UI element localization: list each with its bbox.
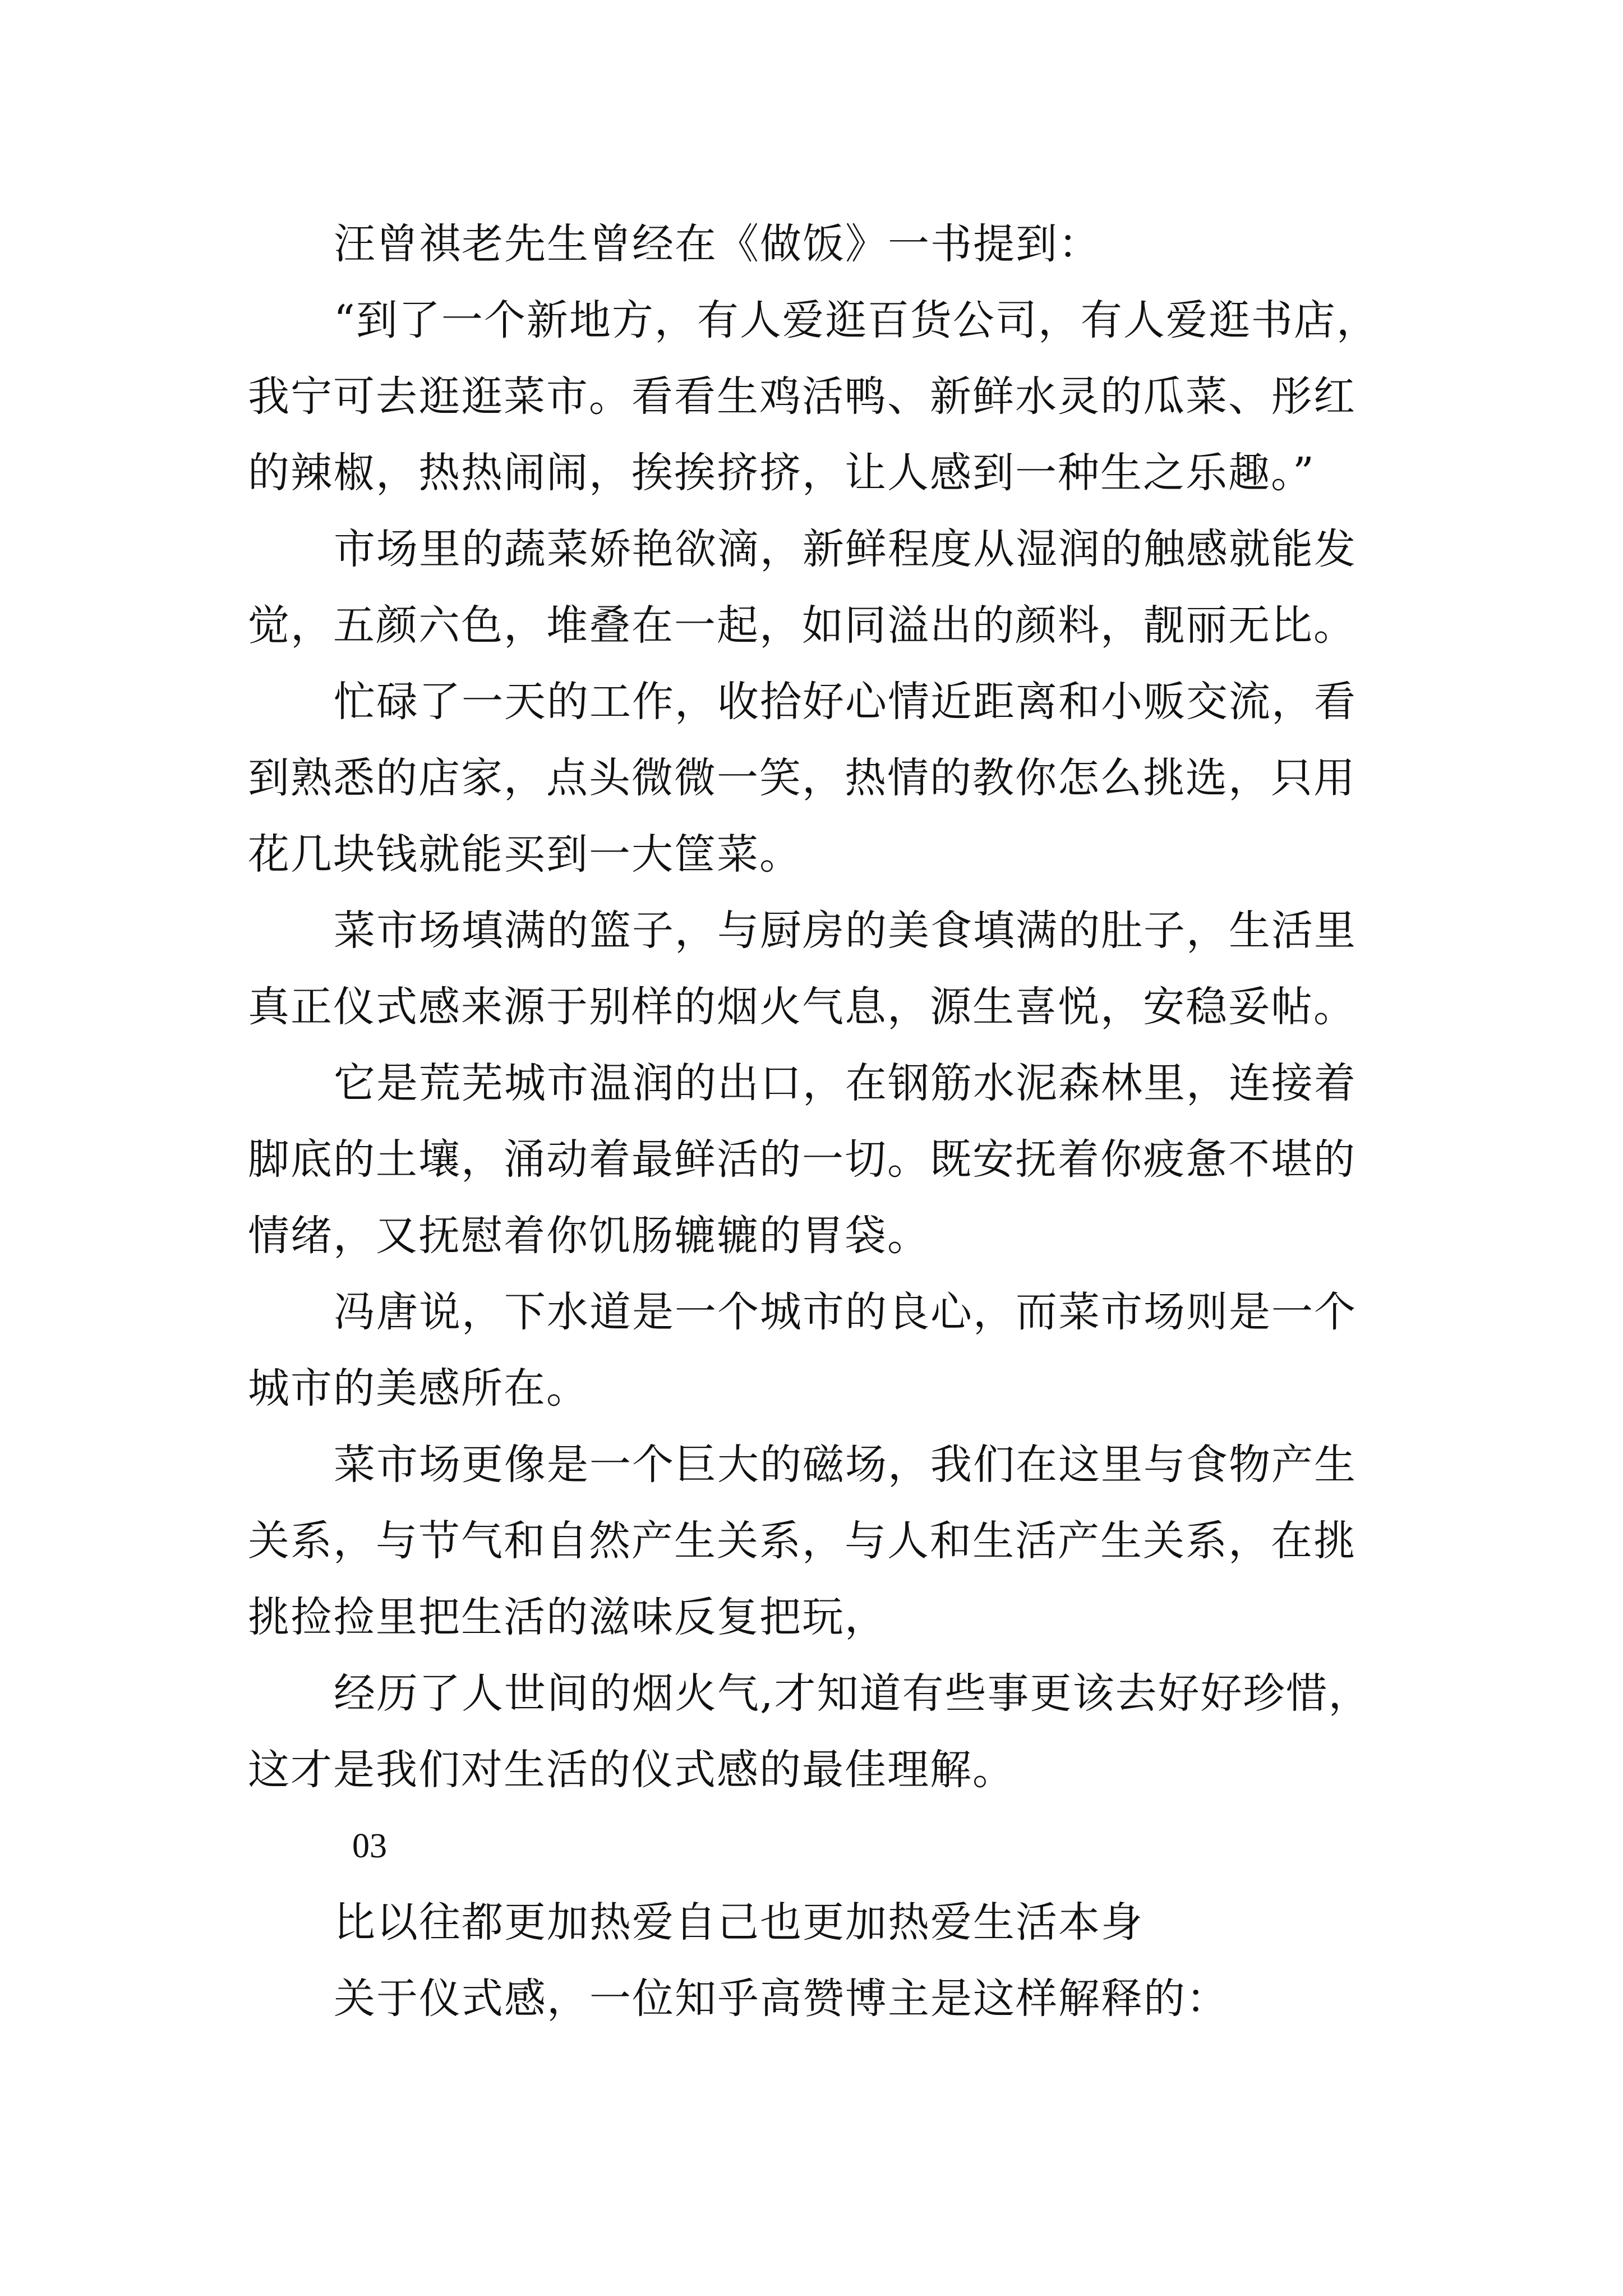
market-line-2: 觉，五颜六色，堆叠在一起，如同溢出的颜料，靓丽无比。: [248, 601, 1356, 650]
market-line-1: 市场里的蔬菜娇艳欲滴，新鲜程度从湿润的触感就能发: [334, 525, 1357, 573]
experience-line-1: 经历了人世间的烟火气,才知道有些事更该去好好珍惜，: [334, 1669, 1371, 1718]
quote-line-1: “到了一个新地方，有人爱逛百货公司，有人爱逛书店，: [334, 296, 1379, 344]
fengtang-line-1: 冯唐说，下水道是一个城市的良心，而菜市场则是一个: [334, 1288, 1357, 1336]
experience-line-2: 这才是我们对生活的仪式感的最佳理解。: [248, 1746, 1015, 1794]
quote-line-2: 我宁可去逛逛菜市。看看生鸡活鸭、新鲜水灵的瓜菜、彤红: [248, 372, 1356, 421]
basket-line-2: 真正仪式感来源于别样的烟火气息，源生喜悦，安稳妥帖。: [248, 983, 1356, 1031]
paragraph-intro: 汪曾祺老先生曾经在《做饭》一书提到：: [334, 220, 1101, 268]
magnet-line-2: 关系，与节气和自然产生关系，与人和生活产生关系，在挑: [248, 1517, 1356, 1565]
busy-line-1: 忙碌了一天的工作，收拾好心情近距离和小贩交流，看: [334, 678, 1357, 726]
busy-line-3: 花几块钱就能买到一大筐菜。: [248, 830, 802, 878]
exit-line-1: 它是荒芜城市温润的出口，在钢筋水泥森林里，连接着: [334, 1059, 1357, 1107]
magnet-line-1: 菜市场更像是一个巨大的磁场，我们在这里与食物产生: [334, 1441, 1357, 1489]
section-heading: 比以往都更加热爱自己也更加热爱生活本身: [334, 1898, 1144, 1947]
section-number: 03: [352, 1827, 387, 1865]
exit-line-3: 情绪，又抚慰着你饥肠辘辘的胃袋。: [248, 1212, 930, 1260]
busy-line-2: 到熟悉的店家，点头微微一笑，热情的教你怎么挑选，只用: [248, 754, 1356, 802]
quote-line-3: 的辣椒，热热闹闹，挨挨挤挤，让人感到一种生之乐趣。”: [248, 449, 1315, 497]
magnet-line-3: 挑捡捡里把生活的滋味反复把玩，: [248, 1593, 887, 1641]
zhihu-line: 关于仪式感，一位知乎高赞博主是这样解释的：: [334, 1975, 1229, 2023]
fengtang-line-2: 城市的美感所在。: [248, 1364, 589, 1412]
basket-line-1: 菜市场填满的篮子，与厨房的美食填满的肚子，生活里: [334, 907, 1357, 955]
exit-line-2: 脚底的土壤，涌动着最鲜活的一切。既安抚着你疲惫不堪的: [248, 1135, 1356, 1184]
